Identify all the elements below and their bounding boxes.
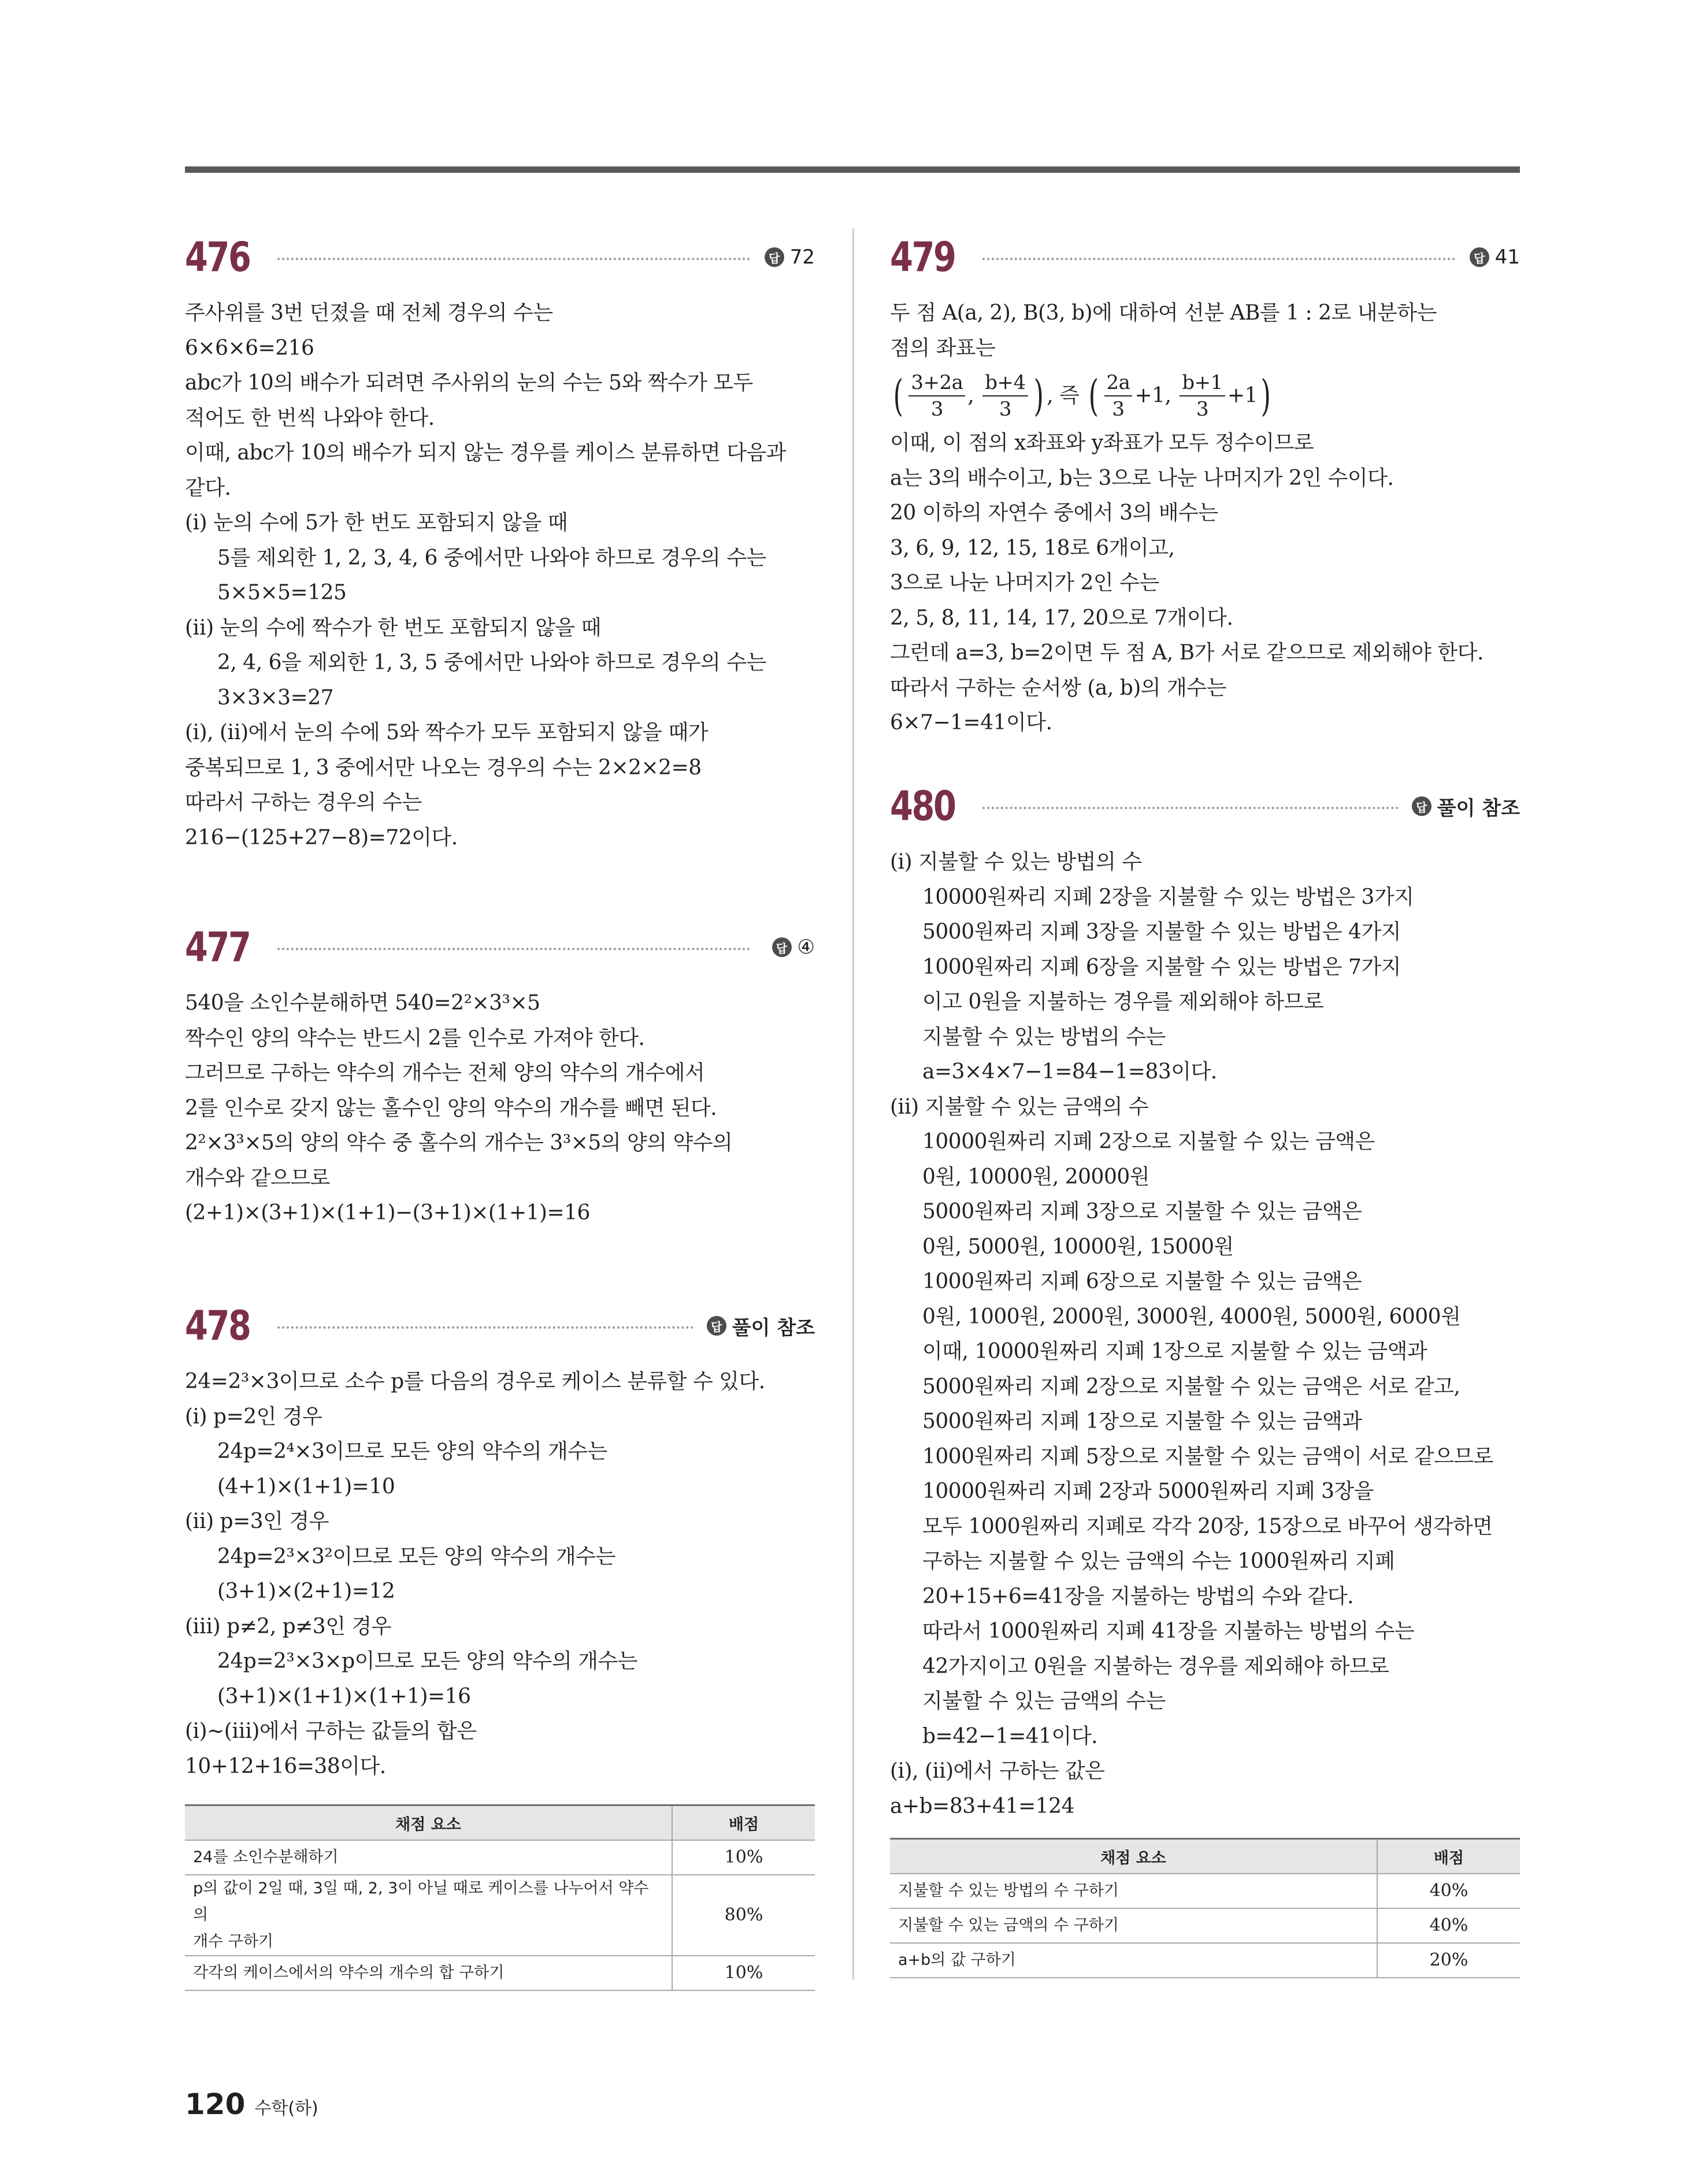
problem-header — [890, 783, 1520, 830]
text-line: 10+12+16=38이다. — [185, 1754, 386, 1778]
text-line: 개수와 같으므로 — [185, 1166, 330, 1190]
answer — [1412, 792, 1520, 821]
table-header-row — [185, 1805, 815, 1841]
text-line: 540을 소인수분해하면 540=2²×3³×5 — [185, 991, 540, 1015]
solution-text — [890, 845, 1520, 1824]
text-line: 42가지이고 0원을 지불하는 경우를 제외해야 하므로 — [922, 1654, 1389, 1678]
fraction — [1104, 370, 1133, 422]
page-footer — [185, 2087, 318, 2121]
table-cell: 지불할 수 있는 금액의 수 구하기 — [890, 1908, 1377, 1943]
table-header: 채점 요소 — [890, 1839, 1377, 1874]
problem-number: 478 — [185, 1302, 250, 1349]
answer-value: 풀이 참조 — [1437, 796, 1520, 820]
solution-text — [890, 296, 1520, 741]
text-line: 20 이하의 자연수 중에서 3의 배수는 — [890, 501, 1218, 525]
text-line: (ⅰ) 지불할 수 있는 방법의 수 — [890, 850, 1142, 874]
text-line: (2+1)×(3+1)×(1+1)−(3+1)×(1+1)=16 — [185, 1201, 590, 1225]
problem-number: 477 — [185, 924, 250, 971]
text-line: 따라서 1000원짜리 지폐 41장을 지불하는 방법의 수는 — [922, 1619, 1415, 1643]
text-line: 24p=2³×3×p이므로 모든 양의 약수의 개수는 — [217, 1649, 637, 1673]
text-line: 5를 제외한 1, 2, 3, 4, 6 중에서만 나와야 하므로 경우의 수는 — [217, 546, 766, 570]
text-line: 따라서 구하는 경우의 수는 — [185, 791, 422, 814]
answer-icon: 답 — [1412, 796, 1431, 816]
text-line: 2²×3³×5의 양의 약수 중 홀수의 개수는 3³×5의 양의 약수의 — [185, 1131, 733, 1155]
table-row — [185, 1840, 815, 1875]
text-line: 주사위를 3번 던졌을 때 전체 경우의 수는 — [185, 301, 553, 325]
page-number: 120 — [185, 2087, 246, 2121]
cell-line: 개수 구하기 — [193, 1933, 273, 1951]
table-header-row — [890, 1839, 1520, 1874]
denominator: 3 — [1112, 398, 1125, 421]
problem-476 — [185, 233, 815, 855]
answer-icon: 답 — [1470, 247, 1489, 267]
text-line: (3+1)×(1+1)×(1+1)=16 — [217, 1684, 471, 1708]
numerator: b+4 — [982, 370, 1028, 396]
text-line: (ⅱ) 눈의 수에 짝수가 한 번도 포함되지 않을 때 — [185, 615, 601, 640]
text-line: 지불할 수 있는 금액의 수는 — [922, 1689, 1166, 1713]
text-line: (ⅱ) p=3인 경우 — [185, 1510, 329, 1533]
table-cell: 10% — [672, 1956, 815, 1990]
answer-value: ④ — [797, 936, 815, 959]
leader-dots — [277, 1326, 693, 1329]
text-line: (ⅰ), (ⅱ)에서 눈의 수에 5와 짝수가 모두 포함되지 않을 때가 — [185, 721, 709, 744]
table-cell: a+b의 값 구하기 — [890, 1943, 1377, 1978]
text-line: 10000원짜리 지폐 2장으로 지불할 수 있는 금액은 — [922, 1130, 1375, 1154]
table-cell: 20% — [1377, 1943, 1520, 1978]
problem-479 — [890, 233, 1520, 741]
text-line: a는 3의 배수이고, b는 3으로 나눈 나머지가 2인 수이다. — [890, 466, 1394, 490]
text-line: 10000원짜리 지폐 2장과 5000원짜리 지폐 3장을 — [922, 1480, 1374, 1503]
problem-header — [890, 233, 1520, 281]
text-line: (ⅰ)~(ⅲ)에서 구하는 값들의 합은 — [185, 1719, 477, 1743]
text-line: abc가 10의 배수가 되려면 주사위의 눈의 수는 5와 짝수가 모두 — [185, 371, 753, 395]
table-cell: 지불할 수 있는 방법의 수 구하기 — [890, 1874, 1377, 1908]
problem-number: 480 — [890, 783, 955, 830]
text-line: 5000원짜리 지폐 1장으로 지불할 수 있는 금액과 — [922, 1410, 1362, 1433]
text-line: (4+1)×(1+1)=10 — [217, 1474, 395, 1499]
text-line: 20+15+6=41장을 지불하는 방법의 수와 같다. — [922, 1584, 1354, 1608]
text-line: b=42−1=41이다. — [922, 1724, 1098, 1748]
top-rule — [185, 166, 1520, 173]
paren-close: ) — [1033, 371, 1044, 421]
table-cell — [185, 1875, 672, 1956]
text-line: (ⅲ) p≠2, p≠3인 경우 — [185, 1614, 391, 1638]
text-line: a+b=83+41=124 — [890, 1794, 1074, 1818]
leader-dots — [982, 807, 1399, 809]
coordinate-formula — [890, 366, 1520, 426]
problem-header — [185, 924, 815, 971]
fraction — [1180, 370, 1225, 422]
text-line: 그러므로 구하는 약수의 개수는 전체 양의 약수의 개수에서 — [185, 1061, 705, 1085]
column-divider — [852, 228, 854, 1979]
cell-line: p의 값이 2일 때, 3일 때, 2, 3이 아닐 때로 케이스를 나누어서 약수의 — [193, 1879, 649, 1924]
paren-open: ( — [1088, 371, 1099, 421]
problem-header — [185, 1302, 815, 1349]
answer — [765, 243, 815, 272]
text-line: 5000원짜리 지폐 3장을 지불할 수 있는 방법은 4가지 — [922, 920, 1401, 944]
problem-number: 479 — [890, 233, 955, 281]
table-header: 배점 — [672, 1805, 815, 1841]
text-line: 24p=2⁴×3이므로 모든 양의 약수의 개수는 — [217, 1440, 607, 1463]
text-line: 3으로 나눈 나머지가 2인 수는 — [890, 571, 1159, 595]
table-row — [890, 1943, 1520, 1978]
answer-value: 41 — [1494, 246, 1520, 269]
text-line: 5000원짜리 지폐 2장으로 지불할 수 있는 금액은 서로 같고, — [922, 1374, 1460, 1399]
table-row — [890, 1874, 1520, 1908]
table-cell: 40% — [1377, 1874, 1520, 1908]
paren-close: ) — [1260, 371, 1271, 421]
text-line: 이때, 이 점의 x좌표와 y좌표가 모두 정수이므로 — [890, 431, 1314, 455]
numerator: 2a — [1104, 370, 1133, 396]
text-line: 구하는 지불할 수 있는 금액의 수는 1000원짜리 지폐 — [922, 1549, 1395, 1573]
text-line: (ⅰ) 눈의 수에 5가 한 번도 포함되지 않을 때 — [185, 511, 568, 535]
text-line: 10000원짜리 지폐 2장을 지불할 수 있는 방법은 3가지 — [922, 885, 1414, 909]
problem-header — [185, 233, 815, 281]
numerator: 3+2a — [908, 370, 965, 396]
table-cell: 10% — [672, 1840, 815, 1875]
text-line: a=3×4×7−1=84−1=83이다. — [922, 1060, 1217, 1084]
paren-open: ( — [893, 371, 903, 421]
answer-icon: 답 — [772, 937, 792, 957]
text-line: (ⅰ), (ⅱ)에서 구하는 값은 — [890, 1759, 1105, 1783]
problem-478 — [185, 1302, 815, 1784]
table-cell: 80% — [672, 1875, 815, 1956]
text-line: 0원, 5000원, 10000원, 15000원 — [922, 1234, 1234, 1259]
text-line: 모두 1000원짜리 지폐로 각각 20장, 15장으로 바꾸어 생각하면 — [922, 1514, 1493, 1538]
text-line: 이때, 10000원짜리 지폐 1장으로 지불할 수 있는 금액과 — [922, 1340, 1427, 1363]
formula-text: +1 — [1227, 383, 1258, 407]
text-line: 1000원짜리 지폐 5장으로 지불할 수 있는 금액이 서로 같으므로 — [922, 1444, 1493, 1469]
problem-477 — [185, 924, 815, 1231]
answer — [1470, 243, 1520, 272]
denominator: 3 — [930, 398, 943, 421]
table-header: 채점 요소 — [185, 1805, 672, 1841]
text-line: 24=2³×3이므로 소수 p를 다음의 경우로 케이스 분류할 수 있다. — [185, 1370, 765, 1393]
text-line: (ⅱ) 지불할 수 있는 금액의 수 — [890, 1095, 1149, 1119]
text-line: 2, 4, 6을 제외한 1, 3, 5 중에서만 나와야 하므로 경우의 수는 — [217, 651, 766, 674]
answer — [772, 933, 815, 962]
text-line: 짝수인 양의 약수는 반드시 2를 인수로 가져야 한다. — [185, 1026, 645, 1050]
text-line: 5000원짜리 지폐 3장으로 지불할 수 있는 금액은 — [922, 1200, 1362, 1223]
text-line: 지불할 수 있는 방법의 수는 — [922, 1025, 1166, 1049]
answer — [707, 1311, 815, 1340]
scoring-table-480 — [890, 1838, 1520, 1978]
answer-value: 풀이 참조 — [732, 1316, 815, 1340]
book-title: 수학(하) — [254, 2098, 318, 2119]
table-row — [185, 1956, 815, 1990]
text-line: 0원, 1000원, 2000원, 3000원, 4000원, 5000원, 6000원 — [922, 1304, 1461, 1329]
text-line: 따라서 구하는 순서쌍 (a, b)의 개수는 — [890, 676, 1226, 700]
leader-dots — [277, 258, 750, 260]
solution-text — [185, 1364, 815, 1784]
leader-dots — [982, 258, 1455, 260]
answer-icon: 답 — [765, 247, 784, 267]
text-line: 같다. — [185, 476, 231, 500]
text-line: 그런데 a=3, b=2이면 두 점 A, B가 서로 같으므로 제외해야 한다. — [890, 641, 1484, 665]
denominator: 3 — [999, 398, 1012, 421]
text-line: 6×6×6=216 — [185, 336, 314, 360]
table-cell: 40% — [1377, 1908, 1520, 1943]
problem-480 — [890, 783, 1520, 1824]
formula-text: , 즉 — [1047, 383, 1086, 407]
formula-text: +1, — [1134, 383, 1178, 407]
leader-dots — [277, 948, 750, 950]
text-line: 이고 0원을 지불하는 경우를 제외해야 하므로 — [922, 990, 1324, 1014]
problem-number: 476 — [185, 233, 250, 281]
table-row — [890, 1908, 1520, 1943]
fraction — [982, 370, 1028, 422]
comma: , — [967, 383, 981, 407]
solution-text — [185, 986, 815, 1231]
text-line: (ⅰ) p=2인 경우 — [185, 1404, 322, 1429]
text-line: 중복되므로 1, 3 중에서만 나오는 경우의 수는 2×2×2=8 — [185, 755, 702, 780]
table-cell: 각각의 케이스에서의 약수의 개수의 합 구하기 — [185, 1956, 672, 1990]
table-cell: 24를 소인수분해하기 — [185, 1840, 672, 1875]
text-line: 2를 인수로 갖지 않는 홀수인 양의 약수의 개수를 빼면 된다. — [185, 1096, 717, 1120]
text-line: 적어도 한 번씩 나와야 한다. — [185, 406, 435, 430]
text-line: 2, 5, 8, 11, 14, 17, 20으로 7개이다. — [890, 606, 1233, 630]
answer-value: 72 — [789, 246, 815, 269]
text-line: 24p=2³×3²이므로 모든 양의 약수의 개수는 — [217, 1544, 615, 1569]
scoring-table-478 — [185, 1804, 815, 1991]
table-header: 배점 — [1377, 1839, 1520, 1874]
text-line: 216−(125+27−8)=72이다. — [185, 825, 458, 850]
denominator: 3 — [1196, 398, 1209, 421]
solution-text — [185, 296, 815, 855]
text-line: 3×3×3=27 — [217, 685, 334, 710]
numerator: b+1 — [1180, 370, 1225, 396]
text-line: 이때, abc가 10의 배수가 되지 않는 경우를 케이스 분류하면 다음과 — [185, 441, 787, 465]
text-line: 3, 6, 9, 12, 15, 18로 6개이고, — [890, 536, 1175, 560]
text-line: 두 점 A(a, 2), B(3, b)에 대하여 선분 AB를 1 : 2로 내분하는 — [890, 301, 1437, 325]
fraction — [908, 370, 965, 422]
text-line: 6×7−1=41이다. — [890, 711, 1052, 735]
text-line: (3+1)×(2+1)=12 — [217, 1579, 395, 1603]
table-row — [185, 1875, 815, 1956]
answer-icon: 답 — [707, 1316, 726, 1336]
text-line: 1000원짜리 지폐 6장을 지불할 수 있는 방법은 7가지 — [922, 955, 1401, 979]
text-line: 점의 좌표는 — [890, 336, 996, 360]
text-line: 5×5×5=125 — [217, 581, 347, 605]
text-line: 0원, 10000원, 20000원 — [922, 1165, 1150, 1189]
text-line: 1000원짜리 지폐 6장으로 지불할 수 있는 금액은 — [922, 1270, 1362, 1293]
